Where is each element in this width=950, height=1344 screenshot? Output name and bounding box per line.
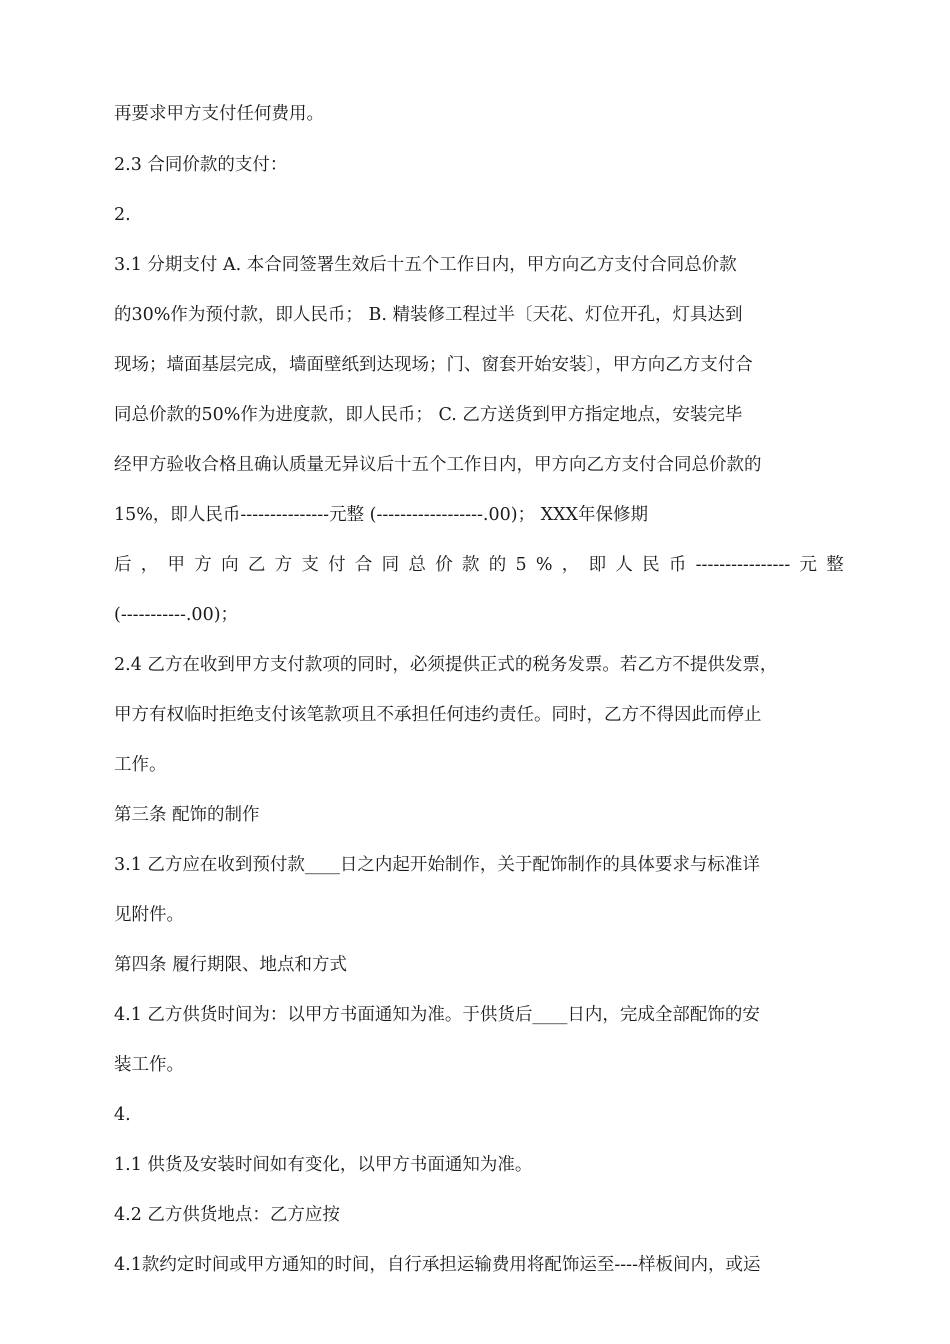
text-token: 整: [826, 555, 844, 575]
text-line: 15%，即人民币---------------元整 (------------------.00)； XXX年保修期: [114, 505, 649, 525]
text-line: 1.1 供货及安装时间如有变化，以甲方书面通知为准。: [114, 1155, 533, 1175]
text-line: 工作。: [114, 755, 167, 775]
section-heading-2-3: 2.3 合同价款的支付：: [114, 155, 288, 175]
text-line: 2.: [114, 205, 131, 225]
text-line: 3.1 乙方应在收到预付款____日之内起开始制作，关于配饰制作的具体要求与标准详: [114, 855, 760, 875]
text-token: 支: [301, 555, 319, 575]
text-token: 的: [488, 555, 507, 575]
text-token: 后: [114, 555, 132, 575]
text-line: 4.: [114, 1105, 131, 1125]
text-line: 再要求甲方支付任何费用。: [114, 104, 324, 124]
text-line: 现场；墙面基层完成，墙面壁纸到达现场；门、窗套开始安装〕，甲方向乙方支付合: [114, 355, 753, 375]
text-token: %: [535, 555, 553, 575]
text-token: ----------------: [695, 555, 791, 575]
text-token: 人: [615, 555, 633, 575]
text-token: 乙: [247, 555, 266, 575]
text-line: 同总价款的50%作为进度款，即人民币； C. 乙方送货到甲方指定地点，安装完毕: [114, 405, 743, 425]
section-heading-2-4: 2.4 乙方在收到甲方支付款项的同时，必须提供正式的税务发票。若乙方不提供发票，: [114, 655, 778, 675]
text-token: 甲: [167, 555, 186, 575]
text-token: 总: [408, 555, 426, 575]
text-line: 见附件。: [114, 905, 184, 925]
text-token: 方: [274, 555, 293, 575]
text-line: 经甲方验收合格且确认质量无异议后十五个工作日内，甲方向乙方支付合同总价款的: [114, 455, 762, 475]
article-heading-3: 第三条 配饰的制作: [114, 805, 260, 825]
text-token: 款: [461, 555, 480, 575]
text-line: (-----------.00)；: [114, 605, 239, 625]
text-token: ，: [140, 555, 159, 575]
text-token: 元: [799, 555, 817, 575]
text-token: 即: [588, 555, 607, 575]
text-token: 同: [381, 555, 400, 575]
text-token: 价: [435, 555, 453, 575]
text-token: 民: [642, 555, 660, 575]
text-line: 装工作。: [114, 1055, 184, 1075]
text-line: 的30%作为预付款，即人民币； B. 精装修工程过半〔天花、灯位开孔，灯具达到: [114, 305, 743, 325]
text-token: 付: [328, 555, 346, 575]
text-line-justified: [114, 553, 844, 577]
text-token: 5: [515, 555, 527, 575]
text-line: 3.1 分期支付 A. 本合同签署生效后十五个工作日内，甲方向乙方支付合同总价款: [114, 255, 737, 275]
text-line: 4.1款约定时间或甲方通知的时间，自行承担运输费用将配饰运至----样板间内，或运: [114, 1255, 761, 1275]
text-token: 币: [668, 555, 687, 575]
text-line: 4.2 乙方供货地点：乙方应按: [114, 1205, 340, 1225]
text-token: 合: [354, 555, 373, 575]
text-token: ，: [561, 555, 580, 575]
text-token: 方: [194, 555, 212, 575]
text-line: 4.1 乙方供货时间为：以甲方书面通知为准。于供货后____日内，完成全部配饰的安: [114, 1005, 760, 1025]
text-token: 向: [221, 555, 239, 575]
article-heading-4: 第四条 履行期限、地点和方式: [114, 955, 348, 975]
text-line: 甲方有权临时拒绝支付该笔款项且不承担任何违约责任。同时，乙方不得因此而停止: [114, 705, 762, 725]
